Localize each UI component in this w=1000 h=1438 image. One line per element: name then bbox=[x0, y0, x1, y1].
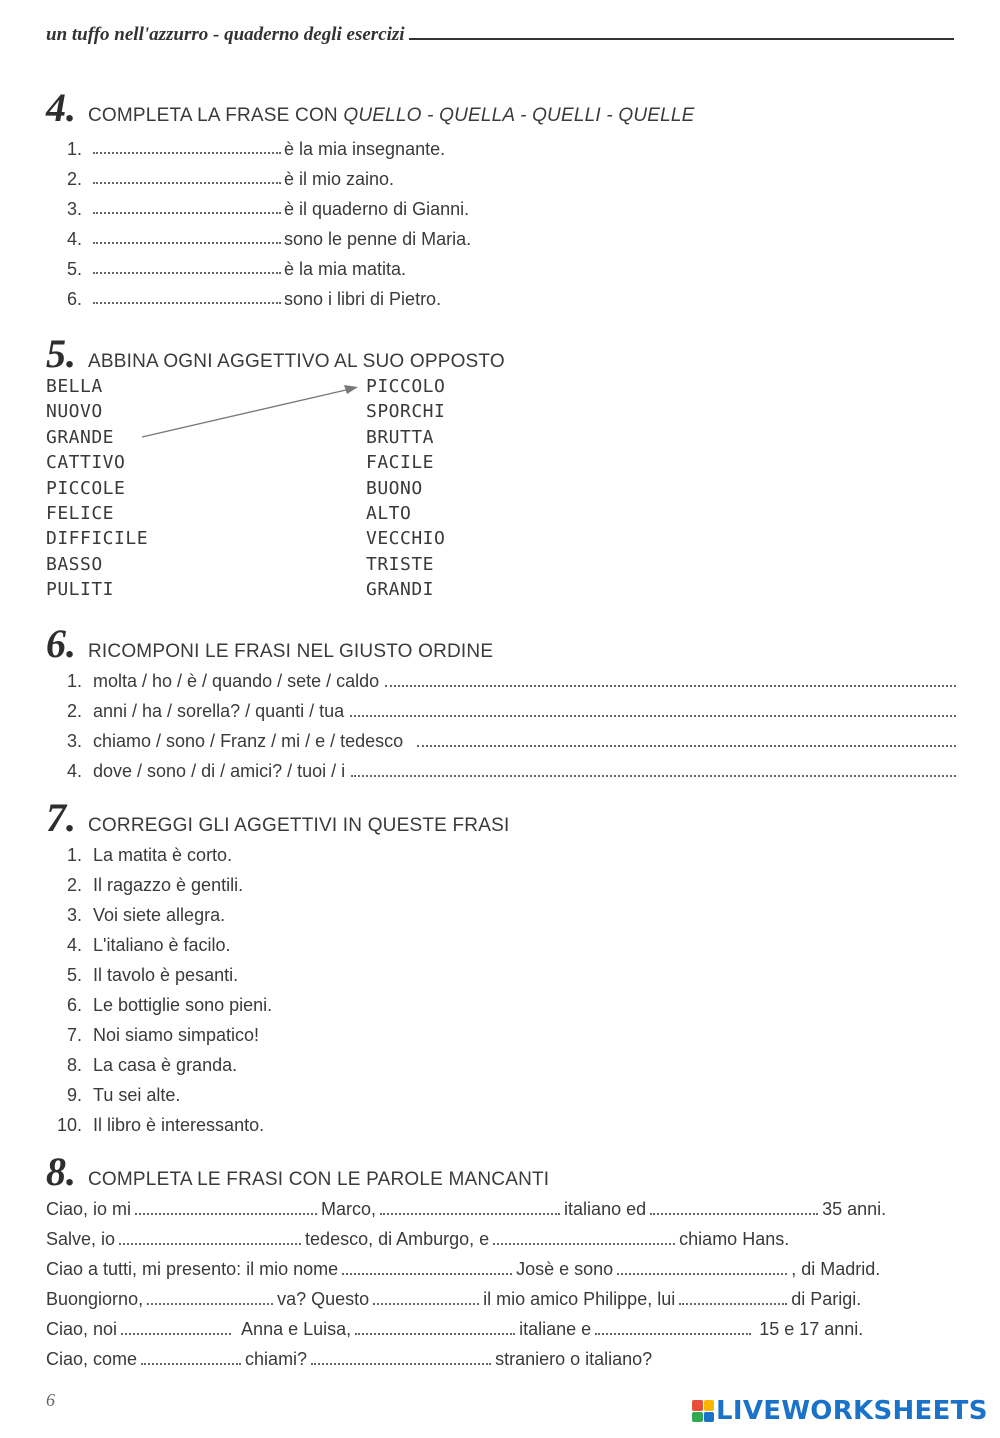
section-number: 6. bbox=[46, 621, 76, 666]
section-title: ABBINA OGNI AGGETTIVO AL SUO OPPOSTO bbox=[88, 351, 505, 372]
section-title: COMPLETA LA FRASE CON QUELLO - QUELLA - QUELLI - QUELLE bbox=[88, 105, 695, 126]
left-word[interactable]: PULITI bbox=[46, 579, 115, 601]
fill-line: Salve, io tedesco, di Amburgo, e chiamo Hans. bbox=[46, 1224, 956, 1254]
exercise-row[interactable]: 10. Il libro è interessanto. bbox=[56, 1115, 265, 1135]
answer-blank[interactable] bbox=[493, 1224, 675, 1245]
section-8-heading bbox=[46, 1149, 956, 1194]
answer-blank[interactable] bbox=[147, 1284, 273, 1305]
exercise-row: 6. sono i libri di Pietro. bbox=[46, 284, 956, 314]
fill-line: Ciao, io mi Marco, italiano ed 35 anni. bbox=[46, 1194, 956, 1224]
brand-name: LIVEWORKSHEETS bbox=[716, 1396, 988, 1426]
answer-blank[interactable] bbox=[93, 164, 281, 184]
answer-blank[interactable] bbox=[373, 1284, 479, 1305]
answer-blank[interactable] bbox=[93, 254, 281, 274]
section-4 bbox=[46, 85, 956, 314]
exercise-4-list bbox=[46, 134, 956, 314]
exercise-row[interactable]: 8. La casa è granda. bbox=[66, 1055, 238, 1075]
exercise-row: 3. è il quaderno di Gianni. bbox=[46, 194, 956, 224]
left-word[interactable]: PICCOLE bbox=[46, 477, 126, 499]
exercise-8-paragraph bbox=[46, 1194, 956, 1374]
answer-blank[interactable] bbox=[93, 194, 281, 214]
fill-line: Ciao, come chiami? straniero o italiano? bbox=[46, 1344, 956, 1374]
section-4-heading bbox=[46, 85, 956, 130]
exercise-row: 2. anni / ha / sorella? / quanti / tua bbox=[46, 696, 956, 726]
answer-blank[interactable] bbox=[93, 134, 281, 154]
right-word[interactable]: FACILE bbox=[366, 452, 435, 474]
exercise-6-list bbox=[46, 666, 956, 786]
answer-blank[interactable] bbox=[355, 1314, 515, 1335]
fill-line: Buongiorno, va? Questo il mio amico Philippe, lui di Parigi. bbox=[46, 1284, 956, 1314]
right-column bbox=[366, 374, 445, 603]
left-word[interactable]: NUOVO bbox=[46, 401, 103, 423]
exercise-row: 1. molta / ho / è / quando / sete / caldo bbox=[46, 666, 956, 696]
answer-blank[interactable] bbox=[617, 1254, 787, 1275]
answer-blank[interactable] bbox=[93, 284, 281, 304]
section-6 bbox=[46, 621, 956, 786]
liveworksheets-logo[interactable] bbox=[692, 1396, 988, 1426]
exercise-row[interactable]: 3. Voi siete allegra. bbox=[66, 905, 226, 925]
exercise-row[interactable]: 4. L'italiano è facilo. bbox=[66, 935, 231, 955]
section-number: 8. bbox=[46, 1149, 76, 1194]
answer-blank[interactable] bbox=[679, 1284, 787, 1305]
section-title: RICOMPONI LE FRASI NEL GIUSTO ORDINE bbox=[88, 641, 494, 662]
matching-grid bbox=[46, 374, 956, 602]
left-word[interactable]: GRANDE bbox=[46, 426, 115, 448]
exercise-row: 3. chiamo / sono / Franz / mi / e / tedesco bbox=[46, 726, 956, 756]
answer-line[interactable] bbox=[350, 696, 956, 717]
section-number: 7. bbox=[46, 795, 76, 840]
answer-blank[interactable] bbox=[342, 1254, 512, 1275]
answer-line[interactable] bbox=[385, 666, 956, 687]
answer-blank[interactable] bbox=[121, 1314, 231, 1335]
left-word[interactable]: CATTIVO bbox=[46, 452, 126, 474]
left-word[interactable]: BELLA bbox=[46, 376, 103, 397]
left-word[interactable]: FELICE bbox=[46, 502, 115, 524]
header-title: un tuffo nell'azzurro - quaderno degli esercizi bbox=[46, 24, 405, 45]
exercise-row[interactable]: 9. Tu sei alte. bbox=[66, 1085, 181, 1105]
right-word[interactable]: ALTO bbox=[366, 502, 412, 524]
left-word[interactable]: BASSO bbox=[46, 553, 103, 575]
page-header bbox=[46, 16, 954, 46]
page-number: 6 bbox=[46, 1390, 55, 1410]
answer-line[interactable] bbox=[351, 756, 956, 777]
answer-blank[interactable] bbox=[141, 1344, 241, 1365]
answer-blank[interactable] bbox=[380, 1194, 560, 1215]
section-5 bbox=[46, 331, 956, 602]
answer-blank[interactable] bbox=[650, 1194, 818, 1215]
exercise-row[interactable]: 1. La matita è corto. bbox=[66, 845, 233, 865]
exercise-row[interactable]: 2. Il ragazzo è gentili. bbox=[66, 875, 244, 895]
answer-blank[interactable] bbox=[311, 1344, 491, 1365]
answer-line[interactable] bbox=[417, 726, 956, 747]
answer-blank[interactable] bbox=[135, 1194, 317, 1215]
answer-blank[interactable] bbox=[93, 224, 281, 244]
exercise-row: 4. sono le penne di Maria. bbox=[46, 224, 956, 254]
header-rule bbox=[409, 38, 954, 40]
fill-line: Ciao a tutti, mi presento: il mio nome Josè e sono , di Madrid. bbox=[46, 1254, 956, 1284]
liveworksheets-icon bbox=[692, 1400, 714, 1422]
exercise-row: 1. è la mia insegnante. bbox=[46, 134, 956, 164]
example-arrow bbox=[46, 374, 956, 602]
right-word[interactable]: GRANDI bbox=[366, 579, 435, 601]
right-word[interactable]: BUONO bbox=[366, 477, 423, 499]
section-7 bbox=[46, 795, 956, 1140]
left-word[interactable]: DIFFICILE bbox=[46, 528, 149, 550]
fill-line: Ciao, noi Anna e Luisa, italiane e 15 e 17 anni. bbox=[46, 1314, 956, 1344]
exercise-row: 4. dove / sono / di / amici? / tuoi / i bbox=[46, 756, 956, 786]
left-column bbox=[46, 374, 148, 603]
exercise-row[interactable]: 6. Le bottiglie sono pieni. bbox=[66, 995, 273, 1015]
section-6-heading bbox=[46, 621, 956, 666]
exercise-row: 2. è il mio zaino. bbox=[46, 164, 956, 194]
section-8 bbox=[46, 1149, 956, 1374]
right-word[interactable]: TRISTE bbox=[366, 553, 435, 575]
section-number: 5. bbox=[46, 331, 76, 376]
exercise-row: 5. è la mia matita. bbox=[46, 254, 956, 284]
exercise-row[interactable]: 5. Il tavolo è pesanti. bbox=[66, 965, 239, 985]
answer-blank[interactable] bbox=[595, 1314, 751, 1335]
section-7-heading bbox=[46, 795, 956, 840]
right-word[interactable]: VECCHIO bbox=[366, 528, 446, 550]
section-number: 4. bbox=[46, 85, 76, 130]
right-word[interactable]: SPORCHI bbox=[366, 401, 446, 423]
exercise-row[interactable]: 7. Noi siamo simpatico! bbox=[66, 1025, 260, 1045]
exercise-7-list bbox=[46, 840, 956, 1140]
section-title: CORREGGI GLI AGGETTIVI IN QUESTE FRASI bbox=[88, 815, 510, 836]
right-word[interactable]: PICCOLO bbox=[366, 376, 446, 397]
answer-blank[interactable] bbox=[119, 1224, 301, 1245]
section-title: COMPLETA LE FRASI CON LE PAROLE MANCANTI bbox=[88, 1169, 550, 1190]
right-word[interactable]: BRUTTA bbox=[366, 426, 435, 448]
section-5-heading bbox=[46, 331, 956, 376]
